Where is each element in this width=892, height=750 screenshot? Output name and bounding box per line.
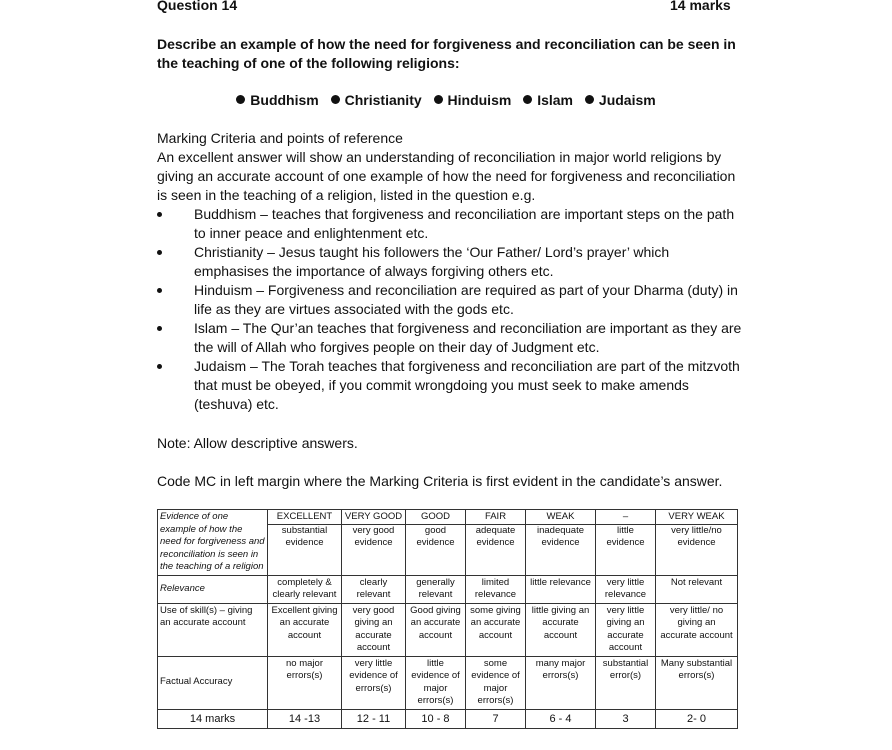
mark-range-cell: 6 - 4 [526,709,596,729]
criteria-bullet: Islam – The Qur’an teaches that forgiveness and reconciliation are important as they are the will of Allah who forgives people on their day of Judgment etc. [157,319,742,357]
row-label: Use of skill(s) – giving an accurate account [158,603,268,656]
grade-descriptor: substantial evidence [268,524,341,550]
criteria-bullet: Judaism – The Torah teaches that forgiveness and reconciliation are part of the mitzvoth that must be obeyed, if you commit wrongdoing you must seek to make amends (teshuva) etc. [157,357,742,414]
grade-descriptor: good evidence [406,524,465,550]
row-label: Factual Accuracy [158,656,268,709]
bullet-icon [585,95,594,104]
code-note-text: Code MC in left margin where the Marking Criteria is first evident in the candidate’s answer. [157,473,723,489]
grade-descriptor: adequate evidence [466,524,525,550]
criteria-intro: An excellent answer will show an understanding of reconciliation in major world religions by giving an accurate account of one example of how the need for forgiveness and reconciliation is seen in the teaching of a religion, listed in the question e.g. [157,149,736,203]
grade-descriptor: little evidence [596,524,655,550]
question-number: Question 14 [157,0,238,13]
table-cell: little evidence of major errors(s) [406,656,466,709]
table-cell: Not relevant [656,575,738,603]
criteria-bullets [157,205,742,414]
table-cell: little giving an accurate account [526,603,596,656]
religion-item: Islam [523,92,573,108]
table-cell: substantial error(s) [596,656,656,709]
table-row [158,603,738,656]
table-cell: little relevance [526,575,596,603]
table-row [158,709,738,729]
table-cell: Many substantial errors(s) [656,656,738,709]
table-cell: generally relevant [406,575,466,603]
row-label: Relevance [158,575,268,603]
table-row [158,510,738,576]
table-cell: very little relevance [596,575,656,603]
grade-cell [656,510,738,576]
grade-heading: GOOD [420,511,451,522]
grade-cell [342,510,406,576]
grade-cell [268,510,342,576]
grade-cell [596,510,656,576]
table-cell: no major errors(s) [268,656,342,709]
table-cell: Good giving an accurate account [406,603,466,656]
table-cell: many major errors(s) [526,656,596,709]
mark-range-cell: 7 [466,709,526,729]
bullet-icon [157,250,162,255]
row-label: 14 marks [158,709,268,729]
mark-range-cell: 10 - 8 [406,709,466,729]
bullet-icon [157,364,162,369]
question-marks: 14 marks [670,0,731,13]
mark-range-cell: 12 - 11 [342,709,406,729]
table-cell: completely & clearly relevant [268,575,342,603]
grade-heading: WEAK [546,511,575,522]
religion-item: Hinduism [434,92,512,108]
bullet-icon [331,95,340,104]
table-cell: very little giving an accurate account [596,603,656,656]
bullet-icon [157,288,162,293]
grade-descriptor: very good evidence [342,524,405,550]
criteria-heading: Marking Criteria and points of reference [157,130,403,146]
religion-item: Christianity [331,92,422,108]
criteria-bullet: Buddhism – teaches that forgiveness and reconciliation are important steps on the path to inner peace and enlightenment etc. [157,205,742,243]
note-text: Note: Allow descriptive answers. [157,435,358,451]
table-row [158,575,738,603]
criteria-bullet: Hinduism – Forgiveness and reconciliation are required as part of your Dharma (duty) in life as they are virtues associated with the gods etc. [157,281,742,319]
question-instruction: Describe an example of how the need for forgiveness and reconciliation can be seen in the teaching of one of the following religions: [157,36,736,71]
grade-cell [526,510,596,576]
grade-descriptor: inadequate evidence [526,524,595,550]
grade-heading: EXCELLENT [276,511,333,522]
mark-range-cell: 3 [596,709,656,729]
grade-heading: VERY GOOD [344,511,403,522]
bullet-icon [523,95,532,104]
bullet-icon [157,212,162,217]
table-cell: clearly relevant [342,575,406,603]
grade-descriptor: very little/no evidence [656,524,737,550]
mark-range-cell: 14 -13 [268,709,342,729]
grade-heading: VERY WEAK [668,511,725,522]
table-cell: very little/ no giving an accurate account [656,603,738,656]
religion-list [0,92,892,108]
table-cell: some evidence of major errors(s) [466,656,526,709]
grade-cell [466,510,526,576]
mark-range-cell: 2- 0 [656,709,738,729]
row-label: Evidence of one example of how the need for forgiveness and reconciliation is seen in the teaching of a religion [158,510,268,576]
bullet-icon [157,326,162,331]
religion-item: Judaism [585,92,656,108]
table-cell: very good giving an accurate account [342,603,406,656]
grade-heading: – [622,511,629,522]
bullet-icon [236,95,245,104]
table-cell: limited relevance [466,575,526,603]
religion-item: Buddhism [236,92,318,108]
table-row [158,656,738,709]
grade-heading: FAIR [484,511,507,522]
table-cell: very little evidence of errors(s) [342,656,406,709]
table-cell: some giving an accurate account [466,603,526,656]
grade-cell [406,510,466,576]
criteria-bullet: Christianity – Jesus taught his followers the ‘Our Father/ Lord’s prayer’ which emphasises the importance of always forgiving others etc. [157,243,742,281]
marking-grid [157,509,738,729]
table-cell: Excellent giving an accurate account [268,603,342,656]
bullet-icon [434,95,443,104]
